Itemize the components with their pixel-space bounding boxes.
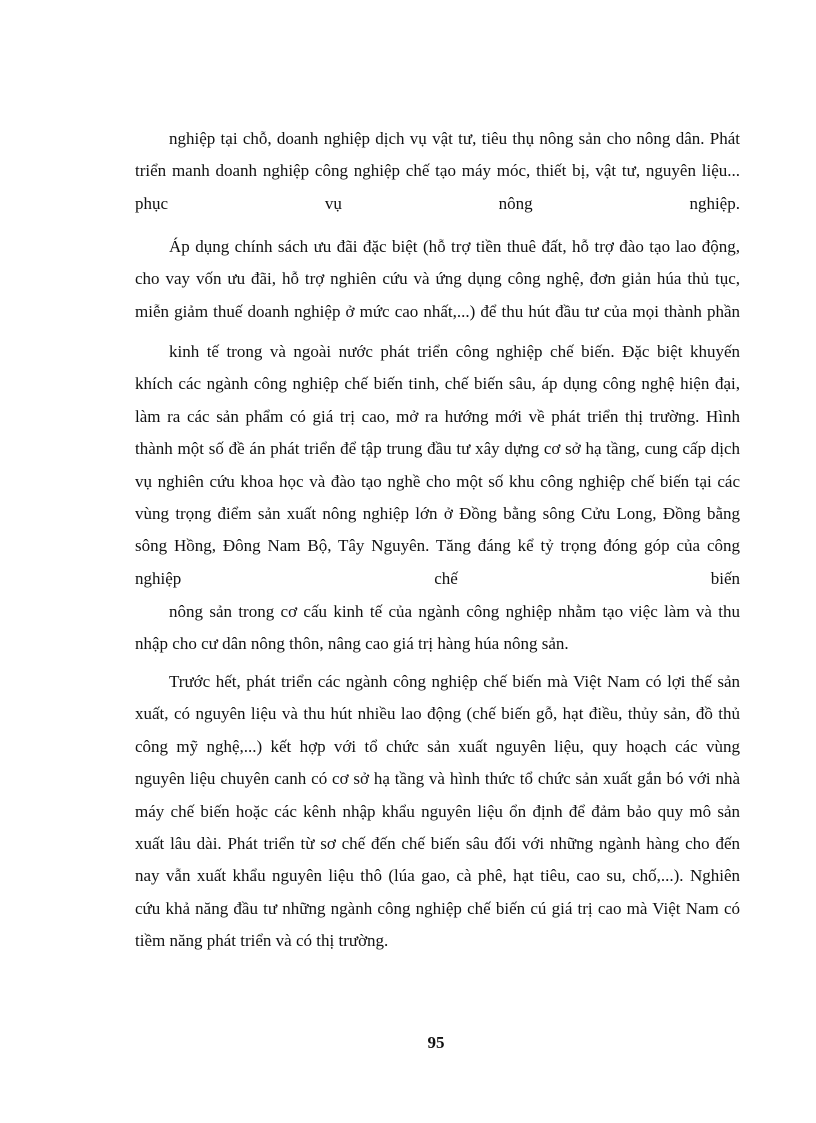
text-line: thành một số đề án phát triển để tập trung đầu tư xây dựng cơ sở hạ tầng, cung cấp dịch: [135, 439, 740, 459]
word: nghiệp.: [689, 193, 740, 213]
text-line: triển manh doanh nghiệp công nghiệp chế tạo máy móc, thiết bị, vật tư, nguyên liệu...: [135, 161, 740, 181]
text-line: làm ra các sản phẩm có giá trị cao, mở ra hướng mới về phát triển thị trường. Hình: [135, 406, 740, 426]
paragraph-5: [135, 666, 740, 958]
text-line: nhập cho cư dân nông thôn, nâng cao giá trị hàng húa nông sản.: [135, 634, 569, 654]
page-number: 95: [427, 1033, 445, 1052]
paragraph-4: [135, 596, 740, 661]
text-line: nghiệp tại chỗ, doanh nghiệp dịch vụ vật tư, tiêu thụ nông sản cho nông dân. Phát: [169, 129, 740, 148]
text-line: máy chế biến hoặc các kênh nhập khẩu nguyên liệu ổn định để đảm bảo quy mô sản: [135, 801, 740, 821]
paragraph-3: [135, 336, 740, 595]
text-line: nay vẫn xuất khẩu nguyên liệu thô (lúa gao, cà phê, hạt tiêu, cao su, chố,...). Nghiên: [135, 866, 740, 886]
text-line: Áp dụng chính sách ưu đãi đặc biệt (hỗ trợ tiền thuê đất, hỗ trợ đào tạo lao động,: [169, 237, 740, 256]
word: nghiệp: [135, 568, 182, 588]
word: biến: [710, 568, 740, 588]
text-line: cho vay vốn ưu đãi, hỗ trợ nghiên cứu và ứng dụng công nghệ, đơn giản húa thủ tục,: [135, 269, 740, 289]
text-line: xuất lâu dài. Phát triển từ sơ chế đến chế biến sâu đối với những ngành hàng cho đến: [135, 833, 740, 853]
text-line: cứu khả năng đầu tư những ngành công nghiệp chế biến cú giá trị cao mà Việt Nam có: [135, 898, 740, 918]
text-line: tiềm năng phát triển và có thị trường.: [135, 931, 389, 951]
text-line: xuất, có nguyên liệu và thu hút nhiều lao động (chế biến gỗ, hạt điều, thủy sản, đồ thủ: [135, 704, 740, 724]
text-line: Trước hết, phát triển các ngành công nghiệp chế biến mà Việt Nam có lợi thế sản: [169, 672, 740, 691]
text-line-spread: [135, 563, 740, 595]
text-line: nguyên liệu chuyên canh có cơ sở hạ tầng và hình thức tổ chức sản xuất gắn bó với nhà: [135, 769, 740, 789]
word: nông: [498, 193, 533, 213]
text-line: vụ nghiên cứu khoa học và đào tạo nghề cho một số khu công nghiệp chế biến tại các: [135, 471, 740, 491]
word: chế: [434, 568, 458, 588]
text-line: kinh tế trong và ngoài nước phát triển công nghiệp chế biến. Đặc biệt khuyến: [169, 342, 740, 361]
word: vụ: [324, 193, 342, 213]
text-line: nông sản trong cơ cấu kinh tế của ngành công nghiệp nhằm tạo việc làm và thu: [169, 602, 740, 621]
text-line: sông Hồng, Đông Nam Bộ, Tây Nguyên. Tăng đáng kể tỷ trọng đóng góp của công: [135, 536, 740, 556]
text-line: miễn giảm thuế doanh nghiệp ở mức cao nhất,...) để thu hút đầu tư của mọi thành phần: [135, 301, 740, 321]
text-line: khích các ngành công nghiệp chế biến tinh, chế biến sâu, áp dụng công nghệ hiện đại,: [135, 374, 740, 394]
word: phục: [135, 193, 169, 213]
paragraph-1: [135, 123, 740, 220]
text-line-spread: [135, 188, 740, 220]
text-line: công mỹ nghệ,...) kết hợp với tổ chức sản xuất nguyên liệu, quy hoạch các vùng: [135, 736, 740, 756]
text-line: vùng trọng điểm sản xuất nông nghiệp lớn ở Đồng bằng sông Cửu Long, Đồng bằng: [135, 503, 740, 523]
paragraph-2: [135, 231, 740, 328]
